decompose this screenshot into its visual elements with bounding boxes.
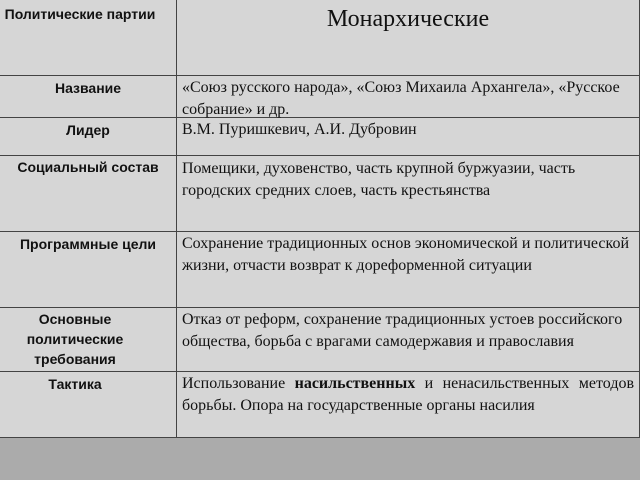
row-value-name: «Союз русского народа», «Союз Михаила Архангела», «Русское собрание» и др. [182, 79, 620, 118]
row-value-tactics [182, 373, 634, 417]
row-divider [0, 231, 640, 232]
tactics-text-bold: насильственных [294, 375, 416, 392]
row-value-social: Помещики, духовенство, часть крупной буржуазии, часть городских средних слоев, часть крестьянства [182, 160, 576, 199]
row-divider [0, 371, 640, 372]
row-divider [0, 307, 640, 308]
row-value-goals: Сохранение традиционных основ экономической и политической жизни, отчасти возврат к дореформенной ситуации [182, 235, 630, 274]
row-label-name: Название [54, 80, 122, 96]
row-label-demands: Основные политические требования [26, 311, 124, 367]
row-label-tactics: Тактика [48, 376, 102, 392]
row-value-demands: Отказ от реформ, сохранение традиционных устоев российского общества, борьба с врагами самодержавия и православия [182, 311, 623, 350]
tactics-text-part2: и ненасильственных методов борьбы. Опора на государственные органы насилия [182, 375, 635, 414]
row-divider [0, 75, 640, 76]
row-label-leader: Лидер [66, 122, 110, 138]
row-label-goals: Программные цели [19, 236, 157, 252]
row-value-leader: В.М. Пуришкевич, А.И. Дубровин [182, 121, 417, 138]
corner-header-label: Политические партии [4, 6, 156, 22]
table-title: Монархические [326, 6, 490, 32]
tactics-text-part1: Использование [182, 375, 286, 392]
row-label-social: Социальный состав [17, 159, 159, 175]
row-divider [0, 155, 640, 156]
column-divider [176, 0, 177, 438]
